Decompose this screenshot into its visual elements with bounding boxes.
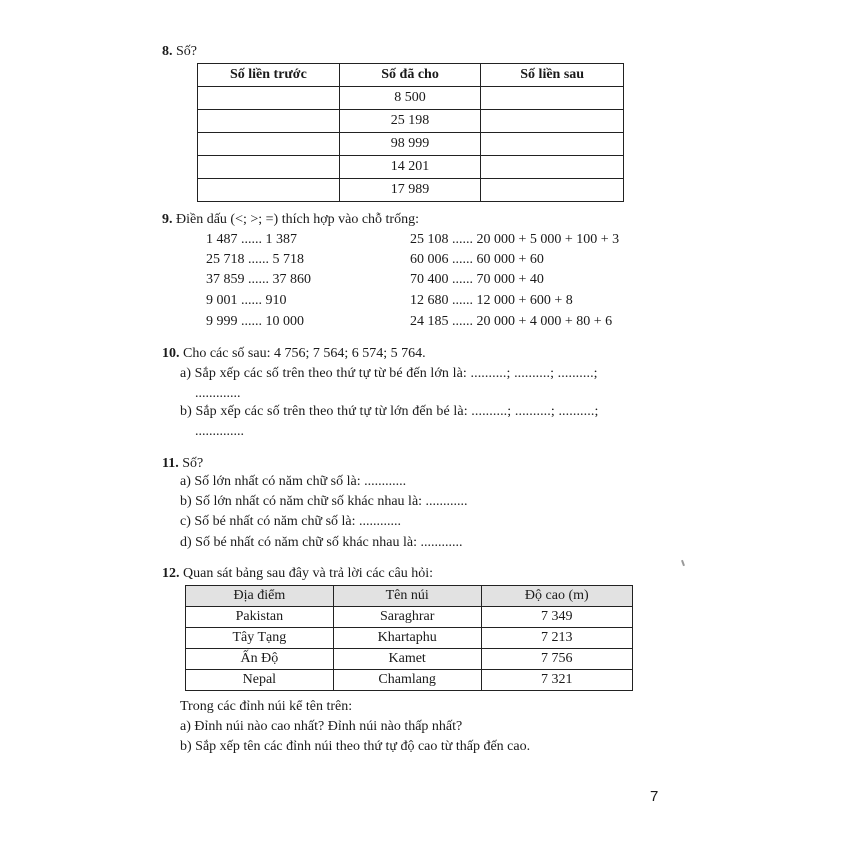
- table-row: [186, 607, 633, 628]
- column-header: Địa điểm: [186, 586, 334, 607]
- q12-heading: [162, 566, 433, 582]
- table-header-row: [198, 64, 624, 87]
- q8-number: 8.: [162, 44, 173, 59]
- comparison-item: 25 718 ...... 5 718: [206, 252, 304, 267]
- q8-table: [197, 63, 624, 202]
- q10-part-a-continuation: .............: [195, 386, 241, 401]
- mountain-table: [185, 585, 633, 691]
- scan-mark: [681, 560, 685, 566]
- location-cell: Tây Tạng: [186, 628, 334, 649]
- q10-title: Cho các số sau: 4 756; 7 564; 6 574; 5 764.: [183, 346, 426, 361]
- q8-title: Số?: [176, 44, 197, 59]
- q11-number: 11.: [162, 456, 179, 471]
- column-header: Số đã cho: [339, 64, 481, 87]
- answer-cell[interactable]: [198, 110, 340, 133]
- table-row: [198, 156, 624, 179]
- table-row: [198, 179, 624, 202]
- column-header: Độ cao (m): [481, 586, 632, 607]
- q9-heading: [162, 212, 419, 228]
- q12-title: Quan sát bảng sau đây và trả lời các câu hỏi:: [183, 566, 433, 581]
- given-number-cell: 25 198: [339, 110, 481, 133]
- given-number-cell: 98 999: [339, 133, 481, 156]
- table-row: [186, 649, 633, 670]
- comparison-item: 12 680 ...... 12 000 + 600 + 8: [410, 293, 573, 308]
- location-cell: Pakistan: [186, 607, 334, 628]
- answer-cell[interactable]: [481, 133, 624, 156]
- q10-heading: [162, 346, 426, 362]
- answer-cell[interactable]: [198, 156, 340, 179]
- table-row: [198, 133, 624, 156]
- q12-part-a: a) Đỉnh núi nào cao nhất? Đỉnh núi nào thấp nhất?: [180, 719, 463, 734]
- column-header: Số liền sau: [481, 64, 624, 87]
- answer-cell[interactable]: [198, 179, 340, 202]
- q12-part-b: b) Sắp xếp tên các đỉnh núi theo thứ tự độ cao từ thấp đến cao.: [180, 739, 531, 754]
- answer-cell[interactable]: [198, 87, 340, 110]
- page-number: 7: [650, 788, 659, 805]
- q11-heading: [162, 456, 203, 472]
- mountain-cell: Saraghrar: [333, 607, 481, 628]
- location-cell: Nepal: [186, 670, 334, 691]
- q11-title: Số?: [182, 456, 204, 471]
- q11-item: b) Số lớn nhất có năm chữ số khác nhau là: ............: [180, 494, 468, 509]
- q11-item: c) Số bé nhất có năm chữ số là: ............: [180, 514, 402, 529]
- comparison-item: 37 859 ...... 37 860: [206, 272, 311, 287]
- answer-cell[interactable]: [481, 87, 624, 110]
- q10-part-a: a) Sắp xếp các số trên theo thứ tự từ bé đến lớn là: ..........; ..........; ..........;: [180, 366, 598, 381]
- q12-number: 12.: [162, 566, 180, 581]
- q9-number: 9.: [162, 212, 173, 227]
- column-header: Số liền trước: [198, 64, 340, 87]
- q9-title: Điền dấu (<; >; =) thích hợp vào chỗ trống:: [176, 212, 419, 227]
- table-row: [198, 87, 624, 110]
- height-cell: 7 756: [481, 649, 632, 670]
- height-cell: 7 213: [481, 628, 632, 649]
- comparison-item: 9 999 ...... 10 000: [206, 314, 304, 329]
- q10-part-b-continuation: ..............: [195, 424, 244, 439]
- answer-cell[interactable]: [481, 156, 624, 179]
- location-cell: Ấn Độ: [186, 649, 334, 670]
- comparison-item: 1 487 ...... 1 387: [206, 232, 297, 247]
- q11-item: d) Số bé nhất có năm chữ số khác nhau là: ............: [180, 535, 463, 550]
- q8-heading: [162, 44, 197, 60]
- comparison-item: 60 006 ...... 60 000 + 60: [410, 252, 544, 267]
- table-row: [198, 110, 624, 133]
- mountain-cell: Khartaphu: [333, 628, 481, 649]
- comparison-item: 25 108 ...... 20 000 + 5 000 + 100 + 3: [410, 232, 620, 247]
- q12-intro: Trong các đỉnh núi kể tên trên:: [180, 699, 353, 714]
- answer-cell[interactable]: [481, 110, 624, 133]
- answer-cell[interactable]: [481, 179, 624, 202]
- q10-part-b: b) Sắp xếp các số trên theo thứ tự từ lớn đến bé là: ..........; ..........; ..........;: [180, 404, 599, 419]
- height-cell: 7 349: [481, 607, 632, 628]
- comparison-item: 70 400 ...... 70 000 + 40: [410, 272, 544, 287]
- mountain-cell: Chamlang: [333, 670, 481, 691]
- comparison-item: 24 185 ...... 20 000 + 4 000 + 80 + 6: [410, 314, 613, 329]
- given-number-cell: 14 201: [339, 156, 481, 179]
- column-header: Tên núi: [333, 586, 481, 607]
- answer-cell[interactable]: [198, 133, 340, 156]
- q11-item: a) Số lớn nhất có năm chữ số là: ............: [180, 474, 407, 489]
- given-number-cell: 17 989: [339, 179, 481, 202]
- table-row: [186, 628, 633, 649]
- table-row: [186, 670, 633, 691]
- mountain-cell: Kamet: [333, 649, 481, 670]
- height-cell: 7 321: [481, 670, 632, 691]
- table-header-row: [186, 586, 633, 607]
- comparison-item: 9 001 ...... 910: [206, 293, 287, 308]
- q10-number: 10.: [162, 346, 180, 361]
- given-number-cell: 8 500: [339, 87, 481, 110]
